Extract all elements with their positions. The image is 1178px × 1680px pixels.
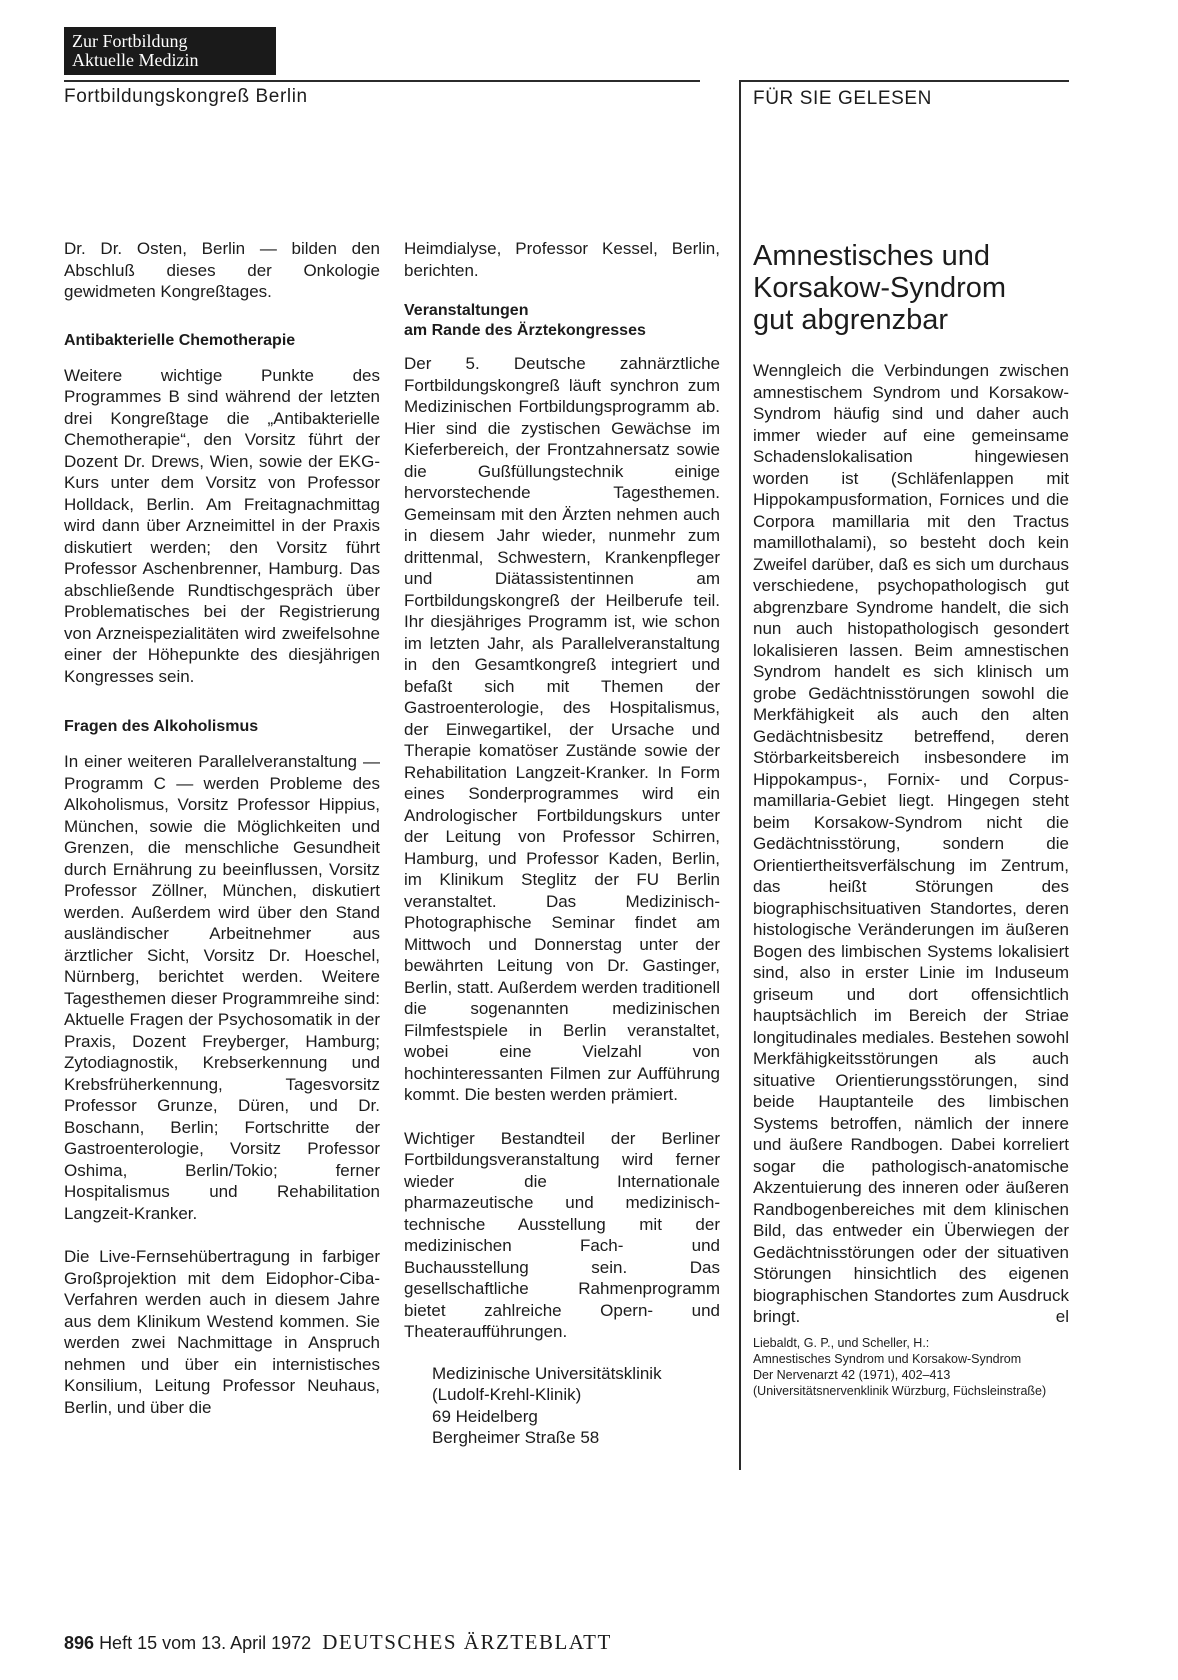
- column-divider: [739, 80, 741, 1470]
- page-number: 896: [64, 1633, 95, 1653]
- column-1: [64, 238, 380, 1418]
- col2-paragraph-2: Der 5. Deutsche zahnärztliche Fortbildungskongreß läuft synchron zum Medizinischen Fortbildungsprogramm ab. Hier sind die zystischen Gewächse im Kieferbereich, der Frontzahnersatz sowie die Gußfüllungstechnik einige hervorstechende Tagesthemen. Gemeinsam mit den Ärzten nehmen auch in diesem Jahr wieder, nunmehr zum drittenmal, Schwestern, Krankenpfleger und Diätassistentinnen am Fortbildungskongreß der Heilberufe teil. Ihr diesjähriges Programm ist, wie schon im letzten Jahr, als Parallelveranstaltung in den Gesamtkongreß integriert und befaßt sich mit Themen der Gastroenterologie, des Hospitalismus, der Einwegartikel, der Ursache und Therapie komatöser Zustände sowie der Rehabilitation Langzeit-Kranker. In Form eines Sonderprogrammes wird ein Andrologischer Fortbildungskurs unter der Leitung von Professor Schirren, Hamburg, und Professor Kaden, Berlin, im Klinikum Steglitz der FU Berlin veranstaltet. Das Medizinisch-Photographische Seminar findet am Mittwoch und Donnerstag unter der bewährten Leitung von Dr. Gastinger, Berlin, statt. Außerdem werden traditionell die sogenannten medizinischen Filmfestspiele in Berlin veranstaltet, wobei eine Vielzahl von hochinteressanten Filmen zur Aufführung kommt. Die besten werden prämiert.: [404, 354, 720, 1104]
- section-badge: [64, 27, 276, 75]
- address-line-4: Bergheimer Straße 58: [432, 1428, 600, 1447]
- reference-authors: Liebaldt, G. P., und Scheller, H.:: [753, 1335, 930, 1350]
- references: [753, 1336, 1069, 1398]
- address-line-3: 69 Heidelberg: [432, 1406, 538, 1426]
- article-body-text: Wenngleich die Verbindungen zwischen amnestischem Syndrom und Korsakow-Syndrom häufig sind und daher auch immer wieder auf eine gemeinsame Schadenslokalisation hingewiesen worden ist (Schläfenlappen mit Hippokampusformation, Fornices und die Corpora mamillaria mit den Tractus mamillothalami), so besteht doch kein Zweifel darüber, daß es sich um durchaus verschiedene, psychopathologisch gut abgrenzbare Syndrome handelt, die sich nun auch histopathologisch gesondert lokalisieren lassen. Beim amnestischen Syndrom handelt es sich klinisch um grobe Gedächtnisstörungen sowohl die Merkfähigkeit als auch den alten Gedächtnisbesitz betreffend, deren Störbarkeitsbereich insbesondere im Hippokampus-, Fornix- und Corpus-mamillaria-Gebiet liegt. Hingegen steht beim Korsakow-Syndrom nicht die Gedächtnisstörung, sondern die Orientiertheitsverfälschung im Zentrum, das heißt Störungen des biographischsituativen Standortes, deren histologische Veränderungen im äußeren Bogen des limbischen Systems lokalisiert sind, also in erster Linie im Induseum griseum und dort offensichtlich hauptsächlich im Bereich der Striae longitudinales mediales. Bestehen sowohl Merkfähigkeitsstörungen als auch situative Orientierungsstörungen, sind beide Hauptanteile des limbischen Systems betroffen, nämlich der innere und äußere Randbogen. Dabei korreliert sogar die pathologisch-anatomische Akzentuierung des inneren oder äußeren Randbogenbereiches mit dem klinischen Bild, das entweder ein Überwiegen der Gedächtnisstörungen oder der situativen Störungen hinsichtlich des eigenen biographischen Standortes zum Ausdruck bringt.: [753, 361, 1069, 1326]
- reference-title: Amnestisches Syndrom und Korsakow-Syndrom: [753, 1351, 1022, 1366]
- header-rule-left: [64, 80, 700, 82]
- journal-name: DEUTSCHES ÄRZTEBLATT: [322, 1630, 612, 1654]
- issue-info: Heft 15 vom 13. April 1972: [99, 1633, 312, 1653]
- reference-journal: Der Nervenarzt 42 (1971), 402–413: [753, 1367, 951, 1382]
- heading-veranstaltungen-1: Veranstaltungen: [404, 302, 529, 319]
- heading-antibakterielle: Antibakterielle Chemotherapie: [64, 331, 296, 349]
- reference-institution: (Universitätsnervenklinik Würzburg, Füchsleinstraße): [753, 1383, 1047, 1398]
- heading-alkoholismus: Fragen des Alkoholismus: [64, 718, 259, 735]
- col1-paragraph-3: In einer weiteren Parallelveranstaltung — Programm C — werden Probleme des Alkoholismus, Vorsitz Professor Hippius, München, sowie die Möglichkeiten und Grenzen, die menschliche Gesundheit durch Ernährung zu beeinflussen, Vorsitz Professor Zöllner, München, diskutiert werden. Außerdem wird über den Stand ausländischer Arbeitnehmer aus ärztlicher Sicht, Vorsitz Dr. Hoeschel, Nürnberg, berichtet werden. Weitere Tagesthemen dieser Programmreihe sind: Aktuelle Fragen der Psychosomatik in der Praxis, Dozent Freyberger, Hamburg; Zytodiagnostik, Krebserkennung und Krebsfrüherkennung, Tagesvorsitz Professor Grunze, Düren, und Dr. Boschann, Berlin; Fortschritte der Gastroenterologie, Vorsitz Professor Oshima, Berlin/Tokio; ferner Hospitalismus und Rehabilitation Langzeit-Kranker.: [64, 752, 380, 1223]
- heading-veranstaltungen-2: am Rande des Ärztekongresses: [404, 322, 646, 339]
- article-body: [753, 360, 1069, 1328]
- author-address: [404, 1363, 720, 1449]
- col1-paragraph-2: Weitere wichtige Punkte des Programmes B sind während der letzten drei Kongreßtage die „Antibakterielle Chemotherapie“, den Vorsitz führt der Dozent Dr. Drews, Wien, sowie der EKG-Kurs unter dem Vorsitz von Professor Holldack, Berlin. Am Freitagnachmittag wird dann über Arzneimittel in der Praxis diskutiert werden; den Vorsitz führt Professor Aschenbrenner, Hamburg. Das abschließende Rundtischgespräch über Problematisches bei der Registrierung von Arzneispezialitäten wird zweifelsohne einer der Höhepunkte des diesjährigen Kongresses sein.: [64, 365, 380, 686]
- page-footer: [64, 1630, 612, 1655]
- column-2: [404, 238, 720, 1449]
- header-rule-right: [740, 80, 1069, 82]
- section-title-left: Fortbildungskongreß Berlin: [64, 86, 308, 107]
- article-title: [753, 240, 1069, 336]
- badge-line-1: Zur Fortbildung: [72, 31, 188, 51]
- col2-paragraph-3: Wichtiger Bestandteil der Berliner Fortbildungsveranstaltung wird ferner wieder die Internationale pharmazeutische und medizinisch-technische Ausstellung mit der medizinischen Fach- und Buchausstellung sein. Das gesellschaftliche Rahmenprogramm bietet zahlreiche Opern- und Theateraufführungen.: [404, 1128, 720, 1341]
- col1-paragraph-1: Dr. Dr. Osten, Berlin — bilden den Abschluß dieses der Onkologie gewidmeten Kongreßtages.: [64, 239, 380, 301]
- author-signature: el: [1055, 1307, 1069, 1326]
- article-title-line-2: Korsakow-Syndrom: [753, 272, 1007, 304]
- col1-paragraph-4: Die Live-Fernsehübertragung in farbiger Großprojektion mit dem Eidophor-Ciba-Verfahren werden auch in diesem Jahre aus dem Klinikum Westend kommen. Sie werden zwei Nachmittage in Anspruch nehmen und über ein internistisches Konsilium, Leitung Professor Neuhaus, Berlin, und über die: [64, 1247, 380, 1417]
- article-title-line-1: Amnestisches und: [753, 240, 990, 272]
- badge-line-2: Aktuelle Medizin: [72, 50, 199, 70]
- address-line-2: (Ludolf-Krehl-Klinik): [432, 1385, 582, 1404]
- col2-paragraph-1: Heimdialyse, Professor Kessel, Berlin, berichten.: [404, 239, 720, 280]
- column-3: [753, 240, 1069, 1398]
- address-line-1: Medizinische Universitätsklinik: [432, 1363, 662, 1383]
- article-title-line-3: gut abgrenzbar: [753, 304, 949, 336]
- section-title-right: FÜR SIE GELESEN: [753, 88, 932, 109]
